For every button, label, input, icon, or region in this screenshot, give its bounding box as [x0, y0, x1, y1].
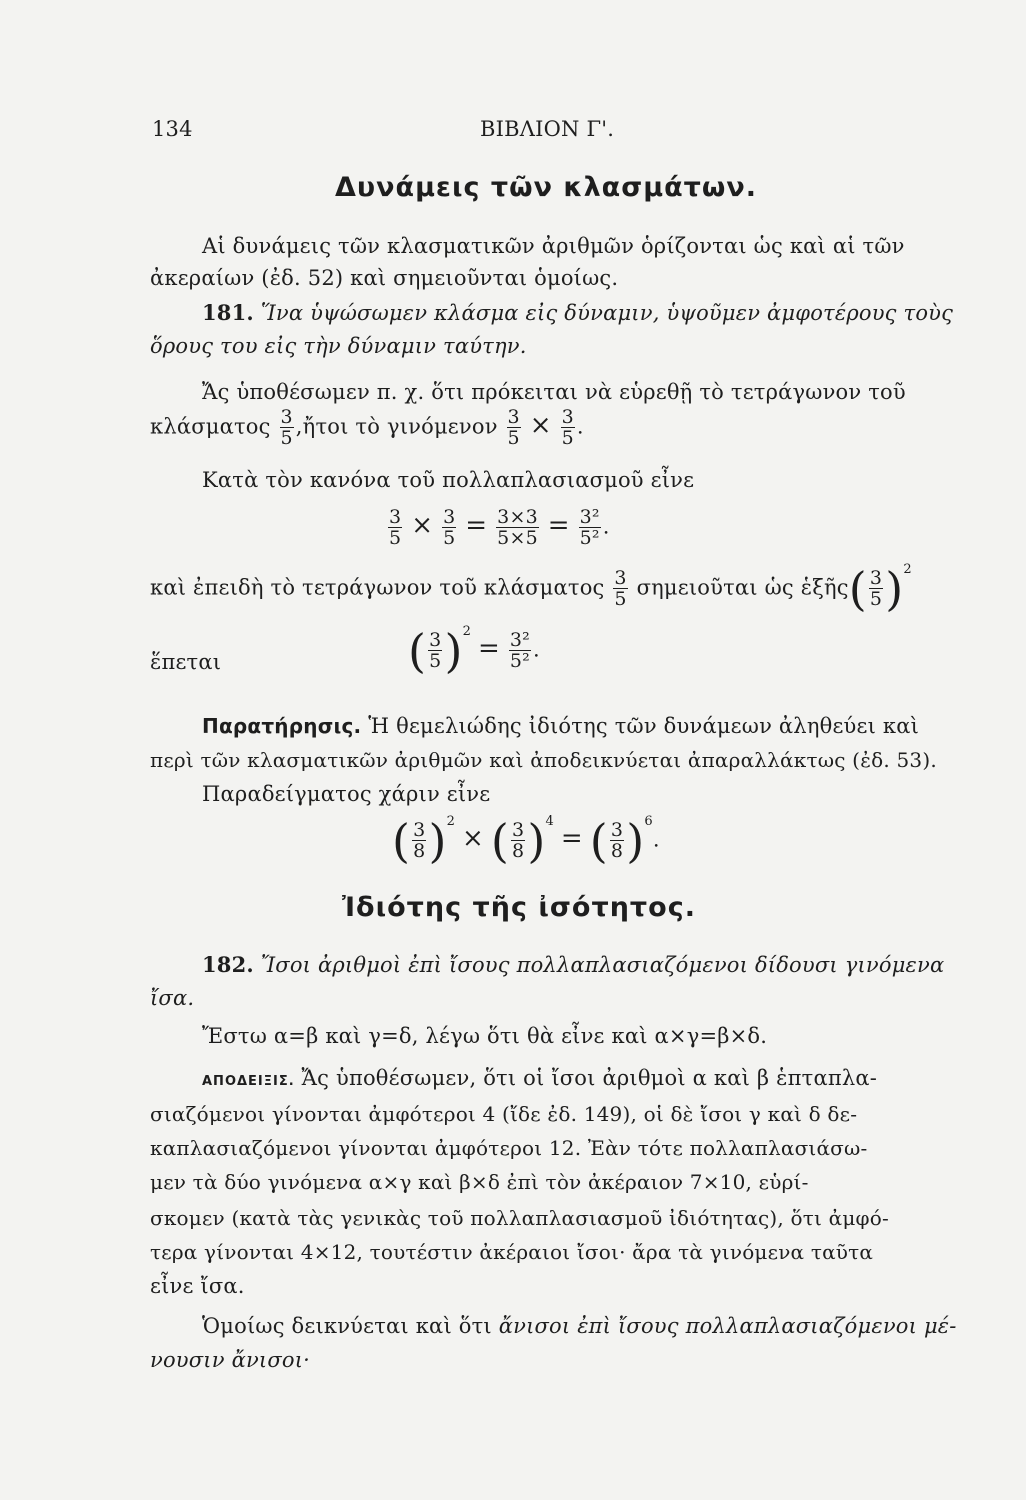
- proof-line-1: [202, 1066, 877, 1090]
- theorem-text: Ἴσοι ἀριθμοὶ ἐπὶ ἴσους πολλαπλασιαζόμενοι δίδουσι γινόμενα: [260, 953, 945, 977]
- example-intro: Παραδείγματος χάριν εἶνε: [202, 782, 491, 806]
- equals-sign: =: [477, 633, 500, 664]
- fraction-3-8: $\frac{3}{8}$: [610, 819, 624, 862]
- since-line: καὶ ἐπειδὴ τὸ τετράγωνον τοῦ κλάσματος $\frac{3}{5}$ σημειοῦται ὡς ἑξῆς( $\frac{3}{5}$ )$^2$: [150, 562, 912, 616]
- equation-square: ( $\frac{3}{5}$ )$^2$ = $\frac{\text{3²}}{\text{5²}}$ .: [408, 624, 540, 678]
- fraction-3-5: $\frac{3}{5}$: [443, 506, 456, 549]
- fraction-3x3-5x5: $\frac{3\times 3}{5\times 5}$: [497, 506, 538, 549]
- text-fragment: κλάσματος: [150, 414, 271, 439]
- proof-line-4: μεν τὰ δύο γινόμενα α×γ καὶ β×δ ἐπὶ τὸν ἀκέραιον 7×10, εὑρί-: [150, 1170, 809, 1194]
- fraction-3-8: $\frac{3}{8}$: [512, 819, 525, 862]
- remark-line-1: [202, 714, 919, 738]
- intro-line-2: ἀκεραίων (ἐδ. 52) καὶ σημειοῦνται ὁμοίως.: [150, 266, 619, 290]
- section-title-equality: Ἰδιότης τῆς ἰσότητος.: [342, 892, 696, 923]
- remark-text: Ἡ θεμελιώδης ἰδιότης τῶν δυνάμεων ἀληθεύει καὶ: [368, 714, 920, 738]
- fraction-3-5: $\frac{3}{5}$: [429, 629, 442, 672]
- proof-line-3: καπλασιαζόμενοι γίνονται ἀμφότεροι 12. Ἐὰν τότε πολλαπλασιάσω-: [150, 1136, 868, 1160]
- fraction-3sq-5sq: $\frac{\text{3²}}{\text{5²}}$: [509, 629, 530, 672]
- remark-label: Παρατήρησις.: [202, 714, 362, 738]
- follows-word: ἕπεται: [150, 650, 222, 674]
- paragraph-number: 182.: [202, 952, 254, 977]
- fraction-3-5: $\frac{3}{5}$: [614, 567, 627, 610]
- paragraph-181: [202, 300, 953, 325]
- fraction-3-8: $\frac{3}{8}$: [413, 819, 426, 862]
- times-sign: ×: [461, 823, 484, 854]
- proof-line-5: σκομεν (κατὰ τὰς γενικὰς τοῦ πολλαπλασιασμοῦ ἰδιότητας), ὅτι ἀμφό-: [150, 1206, 889, 1230]
- example-line-1: Ἄς ὑποθέσωμεν π. χ. ὅτι πρόκειται νὰ εὑρεθῇ τὸ τετράγωνον τοῦ: [202, 380, 906, 404]
- equals-sign: =: [547, 510, 570, 541]
- theorem-text: Ἵνα ὑψώσωμεν κλάσμα εἰς δύναμιν, ὑψοῦμεν ἀμφοτέρους τοὺς: [260, 301, 954, 325]
- fraction-3-5: $\frac{3}{5}$: [280, 406, 293, 449]
- let-line: Ἔστω α=β καὶ γ=δ, λέγω ὅτι θὰ εἶνε καὶ α×γ=β×δ.: [202, 1024, 768, 1048]
- intro-line-1: Αἱ δυνάμεις τῶν κλασματικῶν ἀριθμῶν ὁρίζονται ὡς καὶ αἱ τῶν: [202, 234, 905, 258]
- text-fragment: ,ἤτοι τὸ γινόμενον: [295, 414, 498, 439]
- times-sign: ×: [411, 510, 434, 541]
- similar-line-1: [202, 1314, 957, 1338]
- fraction-3-5: $\frac{3}{5}$: [561, 406, 574, 449]
- section-title-powers: Δυνάμεις τῶν κλασμάτων.: [335, 172, 757, 203]
- proof-label: ΑΠΟΔΕΙΞΙΣ.: [202, 1074, 295, 1089]
- theorem-text-line-2: ὅρους του εἰς τὴν δύναμιν ταύτην.: [150, 334, 527, 358]
- text-fragment: καὶ ἐπειδὴ τὸ τετράγωνον τοῦ κλάσματος: [150, 575, 605, 600]
- proof-text: Ἄς ὑποθέσωμεν, ὅτι οἱ ἴσοι ἀριθμοὶ α καὶ β ἑπταπλα-: [301, 1066, 878, 1090]
- exponent: 2: [903, 562, 912, 577]
- running-head: ΒΙΒΛΙΟΝ Γ'.: [480, 117, 615, 141]
- paragraph-182: [202, 952, 944, 977]
- exponent: 2: [462, 624, 472, 639]
- text-fragment-italic: ἄνισοι ἐπὶ ἴσους πολλαπλασιαζόμενοι μέ-: [498, 1314, 957, 1338]
- theorem-text-line-2: ἴσα.: [150, 986, 195, 1010]
- fraction-3-5: $\frac{3}{5}$: [869, 567, 883, 610]
- exponent: 2: [446, 814, 456, 829]
- equation-powers: ( $\frac{3}{8}$ )$^2$ × ( $\frac{3}{8}$ )$^4$ = ( $\frac{3}{8}$ )$^6$.: [392, 814, 660, 868]
- exponent: 6: [644, 814, 653, 829]
- fraction-3-5: $\frac{3}{5}$: [389, 506, 402, 549]
- equation-product: $\frac{3}{5}$ × $\frac{3}{5}$ = $\frac{3\times 3}{5\times 5}$ = $\frac{\text{3²}}{\text{5²}}$ .: [389, 506, 610, 549]
- rule-line: Κατὰ τὸν κανόνα τοῦ πολλαπλασιασμοῦ εἶνε: [202, 468, 695, 492]
- exponent: 4: [545, 814, 554, 829]
- text-fragment: Ὁμοίως δεικνύεται καὶ ὅτι: [202, 1314, 492, 1338]
- fraction-3-5: $\frac{3}{5}$: [507, 406, 520, 449]
- paragraph-number: 181.: [202, 300, 254, 325]
- times-sign: ×: [529, 410, 552, 441]
- fraction-3sq-5sq: $\frac{\text{3²}}{\text{5²}}$: [579, 506, 600, 549]
- equals-sign: =: [560, 823, 583, 854]
- page-number: 134: [152, 117, 193, 141]
- remark-line-2: περὶ τῶν κλασματικῶν ἀριθμῶν καὶ ἀποδεικνύεται ἀπαραλλάκτως (ἐδ. 53).: [150, 748, 937, 772]
- proof-line-6: τερα γίνονται 4×12, τουτέστιν ἀκέραιοι ἴσοι· ἄρα τὰ γινόμενα ταῦτα: [150, 1240, 874, 1264]
- proof-line-7: εἶνε ἴσα.: [150, 1274, 245, 1298]
- similar-line-2: νουσιν ἄνισοι·: [150, 1348, 311, 1372]
- example-line-2: κλάσματος $\frac{3}{5}$ ,ἤτοι τὸ γινόμενον $\frac{3}{5}$ × $\frac{3}{5}$ .: [150, 406, 584, 449]
- text-fragment: σημειοῦται ὡς ἑξῆς: [636, 575, 849, 600]
- equals-sign: =: [465, 510, 488, 541]
- proof-line-2: σιαζόμενοι γίνονται ἀμφότεροι 4 (ἴδε ἐδ. 149), οἱ δὲ ἴσοι γ καὶ δ δε-: [150, 1102, 858, 1126]
